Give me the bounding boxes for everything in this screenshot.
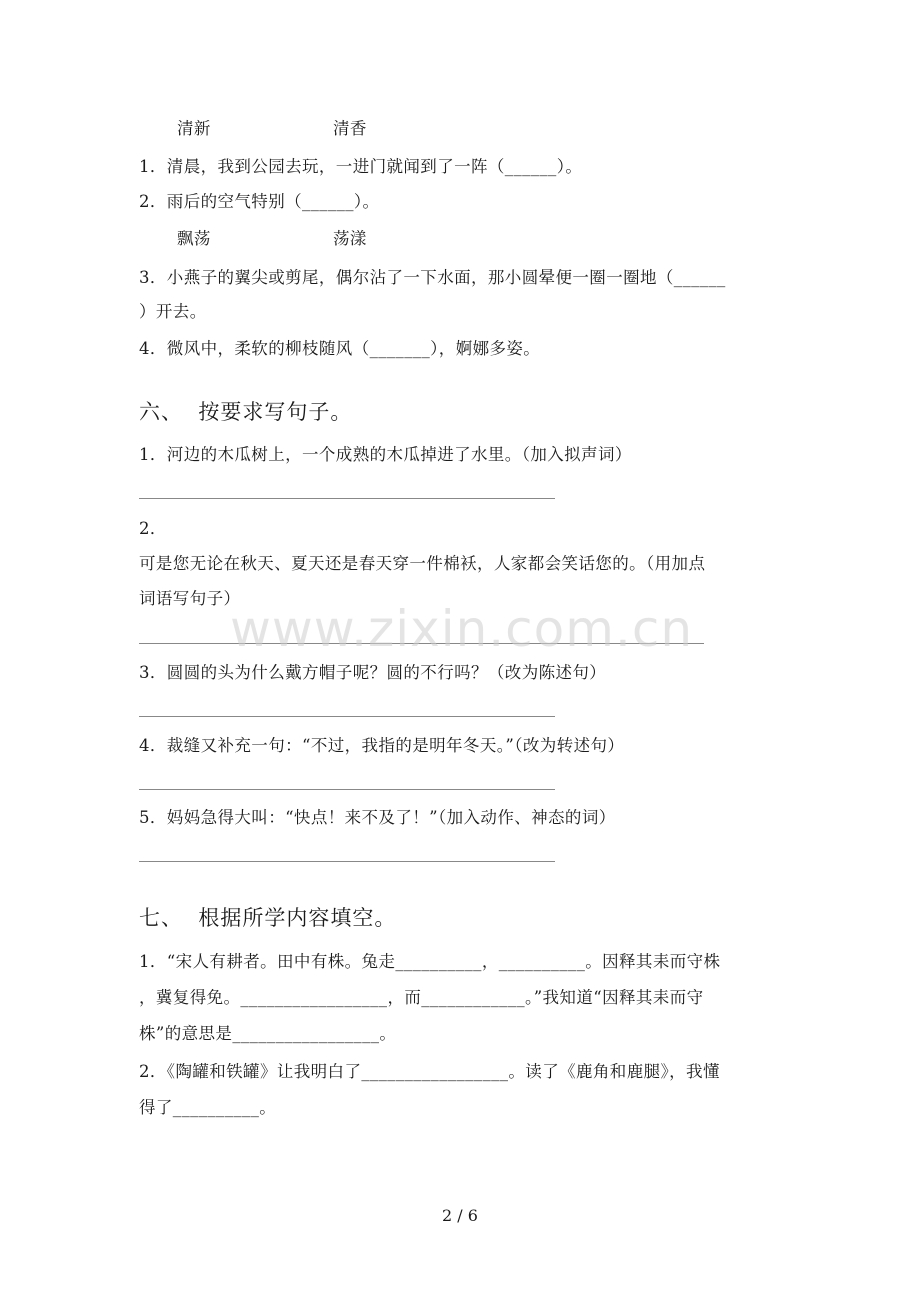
answer-line-6-1 bbox=[139, 498, 555, 499]
question-6-3: 3．圆圆的头为什么戴方帽子呢？圆的不行吗？（改为陈述句） bbox=[139, 663, 607, 682]
question-5-4: 4．微风中，柔软的柳枝随风（_______），婀娜多姿。 bbox=[139, 339, 541, 358]
question-7-1-line3: 株”的意思是_________________。 bbox=[139, 1024, 397, 1043]
word-option-piaodang: 飘荡 bbox=[177, 229, 211, 248]
question-7-1-line1: 1．“宋人有耕者。田中有株。兔走__________，__________。因释其耒而守株 bbox=[139, 952, 721, 971]
section-7-heading: 七、 根据所学内容填空。 bbox=[139, 906, 397, 930]
question-6-2-line1: 可是您无论在秋天、夏天还是春天穿一件棉袄，人家都会笑话您的。（用加点 bbox=[139, 554, 706, 573]
question-7-2-line2: 得了__________。 bbox=[139, 1098, 277, 1117]
answer-line-6-4 bbox=[139, 789, 555, 790]
word-option-qingxiang: 清香 bbox=[333, 119, 367, 138]
answer-line-6-3 bbox=[139, 716, 555, 717]
answer-line-6-5 bbox=[139, 861, 555, 862]
watermark: www.zixin.com.cn bbox=[230, 600, 694, 658]
question-6-1: 1．河边的木瓜树上，一个成熟的木瓜掉进了水里。（加入拟声词） bbox=[139, 445, 632, 464]
section-6-heading: 六、 按要求写句子。 bbox=[139, 400, 353, 424]
question-5-3-line1: 3．小燕子的翼尖或剪尾，偶尔沾了一下水面，那小圆晕便一圈一圈地（______ bbox=[139, 268, 726, 287]
question-6-4: 4．裁缝又补充一句：“不过，我指的是明年冬天。”（改为转述句） bbox=[139, 736, 625, 755]
question-5-3-line2: ）开去。 bbox=[139, 302, 207, 321]
question-7-2-line1: 2．《陶罐和铁罐》让我明白了_________________。读了《鹿角和鹿腿》，我懂 bbox=[139, 1062, 720, 1081]
question-5-2: 2．雨后的空气特别（______）。 bbox=[139, 192, 380, 211]
question-5-1: 1．清晨，我到公园去玩，一进门就闻到了一阵（______）。 bbox=[139, 157, 583, 176]
question-6-2-line2: 词语写句子） bbox=[139, 589, 241, 608]
question-7-1-line2: ，冀复得免。_________________，而____________。”我知道“因释其耒而守 bbox=[139, 988, 704, 1007]
question-6-2-number: 2． bbox=[139, 519, 167, 538]
word-option-dangyang: 荡漾 bbox=[333, 229, 367, 248]
word-option-qingxin: 清新 bbox=[177, 119, 211, 138]
question-6-5: 5．妈妈急得大叫：“快点！来不及了！”（加入动作、神态的词） bbox=[139, 808, 616, 827]
page-number: 2 / 6 bbox=[442, 1206, 478, 1225]
